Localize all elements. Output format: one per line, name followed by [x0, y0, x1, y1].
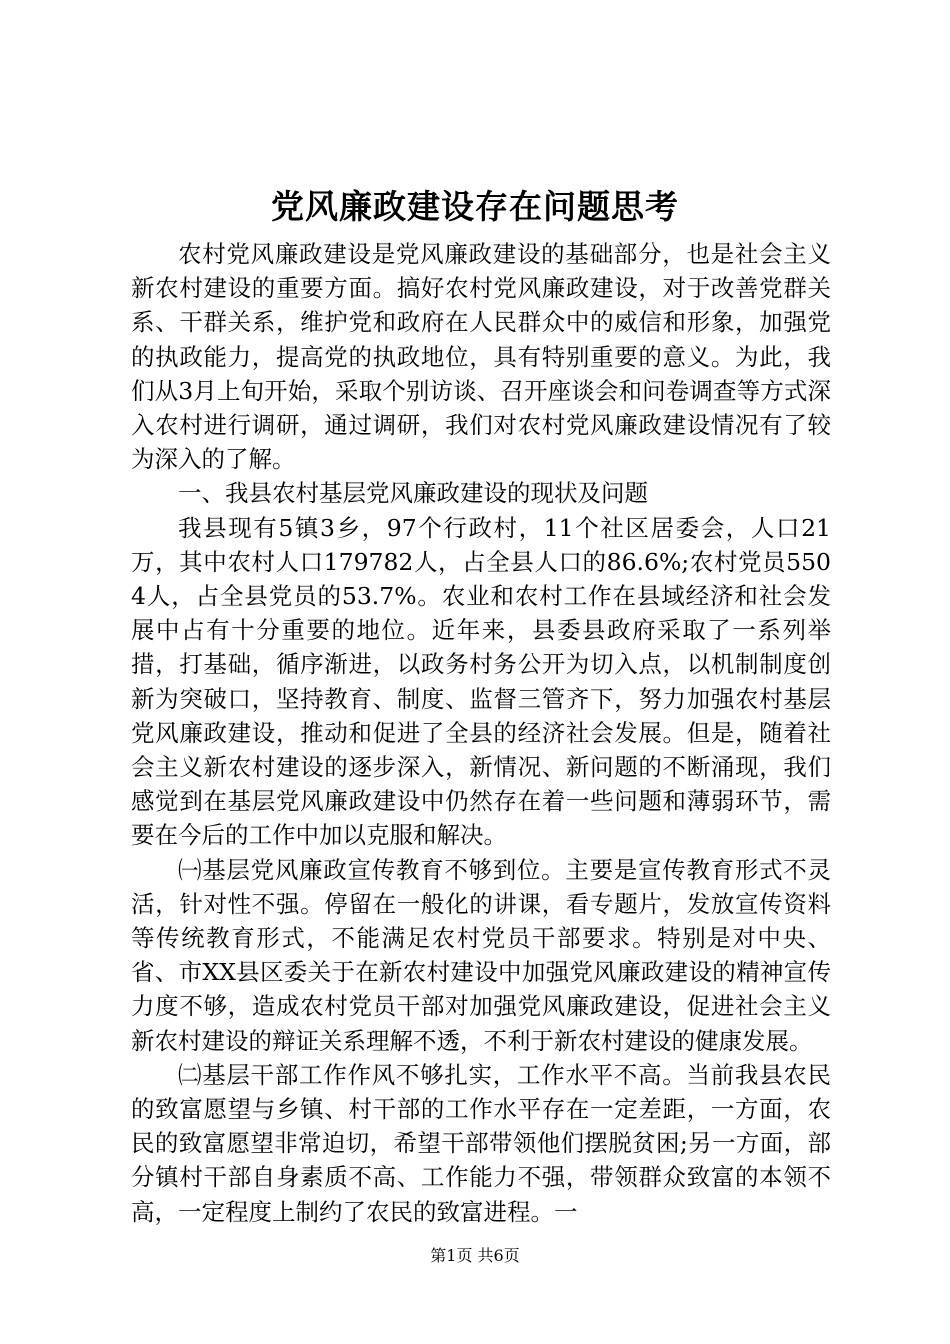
paragraph-problem-1: ㈠基层党风廉政宣传教育不够到位。主要是宣传教育形式不灵活，针对性不强。停留在一般化的讲课，看专题片，发放宣传资料等传统教育形式，不能满足农村党员干部要求。特别是对中央、省、市XX县区委关于在新农村建设中加强党风廉政建设的精神宣传力度不够，造成农村党员干部对加强党风廉政建设，促进社会主义新农村建设的辩证关系理解不透，不利于新农村建设的健康发展。 [131, 855, 831, 1055]
paragraph-intro: 农村党风廉政建设是党风廉政建设的基础部分，也是社会主义新农村建设的重要方面。搞好农村党风廉政建设，对于改善党群关系、干群关系，维护党和政府在人民群众中的威信和形象，加强党的执政能力，提高党的执政地位，具有特别重要的意义。为此，我们从3月上旬开始，采取个别访谈、召开座谈会和问卷调查等方式深入农村进行调研，通过调研，我们对农村党风廉政建设情况有了较为深入的了解。 [131, 240, 831, 474]
paragraph-problem-2: ㈡基层干部工作作风不够扎实，工作水平不高。当前我县农民的致富愿望与乡镇、村干部的工作水平存在一定差距，一方面，农民的致富愿望非常迫切，希望干部带领他们摆脱贫困;另一方面，部分镇村干部自身素质不高、工作能力不强，带领群众致富的本领不高，一定程度上制约了农民的致富进程。一 [131, 1060, 831, 1226]
page-number-footer: 第1页 共6页 [430, 1246, 520, 1265]
section-heading: 一、我县农村基层党风廉政建设的现状及问题 [178, 479, 648, 508]
document-title: 党风廉政建设存在问题思考 [271, 187, 679, 226]
paragraph-status: 我县现有5镇3乡，97个行政村，11个社区居委会，人口21万，其中农村人口179782人，占全县人口的86.6%;农村党员5504人，占全县党员的53.7%。农业和农村工作在县域经济和社会发展中占有十分重要的地位。近年来，县委县政府采取了一系列举措，打基础，循序渐进，以政务村务公开为切入点，以机制制度创新为突破口，坚持教育、制度、监督三管齐下，努力加强农村基层党风廉政建设，推动和促进了全县的经济社会发展。但是，随着社会主义新农村建设的逐步深入，新情况、新问题的不断涌现，我们感觉到在基层党风廉政建设中仍然存在着一些问题和薄弱环节，需要在今后的工作中加以克服和解决。 [131, 513, 831, 850]
document-body [131, 237, 831, 1229]
